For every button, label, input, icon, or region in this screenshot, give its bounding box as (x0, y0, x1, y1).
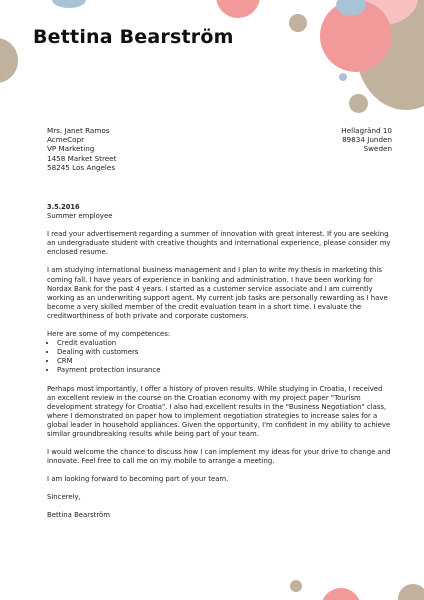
paragraph: I am studying international business management and I plan to write my thesis in marketing this coming fall. I have years of experience in banking and administration. I have been working for Nordax Bank for the past 4 years. I started as a customer service associate and I am currently working as an underwriting support agent. My current job tasks are personally rewarding as I have become a very skilled member of the credit evaluation team in a short time. I evaluate the creditworthiness of both private and corporate customers. (47, 266, 388, 320)
signature: Bettina Bearström (47, 511, 110, 520)
sender-address (341, 126, 392, 154)
decorative-circle (339, 73, 347, 81)
decorative-circle (52, 0, 86, 8)
decorative-circle (398, 584, 424, 600)
letter-subject: Summer employee (47, 212, 113, 221)
sender-line: Sweden (363, 144, 392, 154)
decorative-circle (349, 94, 368, 113)
competences-intro: Here are some of my competences: (47, 330, 171, 339)
paragraph: I am looking forward to becoming part of your team. (47, 475, 229, 484)
decorative-circle (290, 580, 302, 592)
recipient-line: 1458 Market Street (47, 153, 117, 163)
paragraph: I read your advertisement regarding a summer of innovation with great interest. If you are seeking an undergraduate student with creative thoughts and international experience, please consider my enclosed resume. (47, 230, 391, 257)
recipient-line: Mrs. Janet Ramos (47, 126, 110, 135)
decorative-circle (216, 0, 260, 18)
recipient-address (47, 126, 116, 172)
decorative-circle (321, 588, 361, 600)
letter-body (47, 203, 393, 530)
decorative-circle (0, 38, 18, 83)
competences-list (47, 339, 393, 375)
list-item: • Dealing with customers (57, 348, 393, 357)
recipient-line: AcmeCopr (47, 135, 85, 145)
sender-line: 89834 Junden (342, 135, 392, 145)
list-item: • Credit evaluation (57, 339, 393, 348)
closing: Sincerely, (47, 493, 81, 502)
applicant-name: Bettina Bearström (33, 26, 234, 48)
decorative-circle (289, 14, 307, 32)
recipient-line: 58245 Los Angeles (47, 162, 116, 172)
list-item: • CRM (57, 357, 393, 366)
paragraph: Perhaps most importantly, I offer a history of proven results. While studying in Croatia, I received an excellent review in the course on the Croatian economy with my project paper "Tourism development strategy for Croatia". I also had excellent results in the "Business Negotiation" class, where I demonstrated on paper how to implement negotiation strategies to increase sales for a global leader in household appliances. Given the opportunity, I'm confident in my ability to achieve similar groundbreaking results while being part of your team. (47, 384, 391, 438)
list-item: • Payment protection insurance (57, 366, 393, 375)
letter-date: 3.5.2016 (47, 203, 80, 211)
recipient-line: VP Marketing (47, 144, 95, 154)
sender-line: Hellagränd 10 (341, 126, 392, 135)
paragraph: I would welcome the chance to discuss how I can implement my ideas for your drive to change and innovate. Feel free to call me on my mobile to arrange a meeting. (47, 448, 391, 466)
